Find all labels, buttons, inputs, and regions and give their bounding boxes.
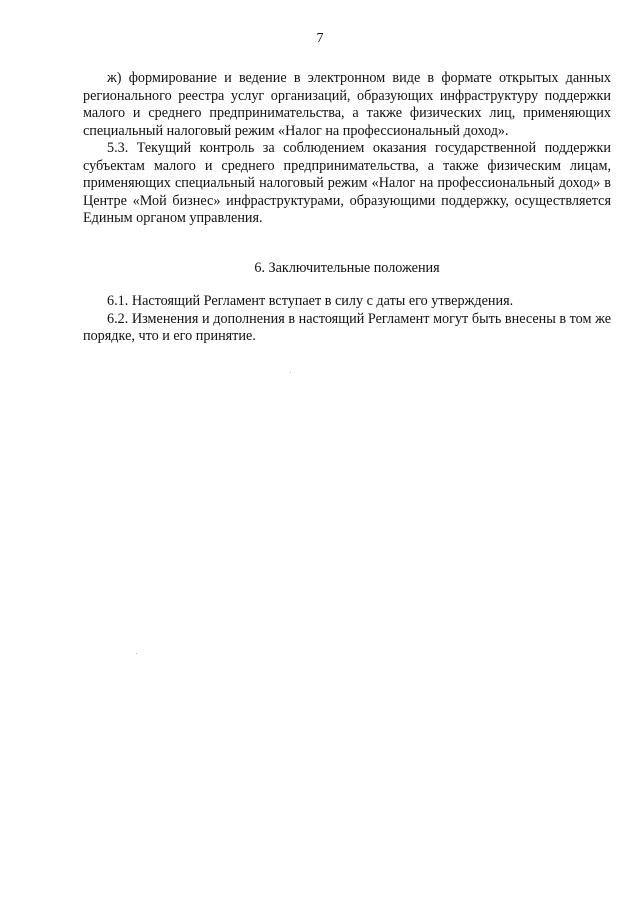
section-6-heading-block	[83, 260, 611, 278]
page-number: 7	[316, 31, 324, 46]
section-6-heading: 6. Заключительные положения	[254, 260, 440, 276]
scan-speck	[136, 653, 137, 654]
section-5-continuation	[83, 70, 611, 228]
paragraph-zh: ж) формирование и ведение в электронном виде в формате открытых данных регионального реестра услуг организаций, образующих инфраструктуру поддержки малого и среднего предпринимательства, а также физических лиц, применяющих специальный налоговый режим «Налог на профессиональный доход».	[83, 70, 611, 139]
section-6-body	[83, 293, 611, 346]
paragraph-6-2: 6.2. Изменения и дополнения в настоящий Регламент могут быть внесены в том же порядке, что и его принятие.	[83, 310, 611, 344]
paragraph-6-1: 6.1. Настоящий Регламент вступает в силу с даты его утверждения.	[107, 293, 514, 309]
paragraph-5-3: 5.3. Текущий контроль за соблюдением оказания государственной поддержки субъектам малого и среднего предпринимательства, а также физическим лицам, применяющих специальный налоговый режим «Налог на профессиональный доход» в Центре «Мой бизнес» инфраструктурами, образующими поддержку, осуществляется Единым органом управления.	[83, 140, 611, 226]
scan-speck	[290, 372, 291, 373]
